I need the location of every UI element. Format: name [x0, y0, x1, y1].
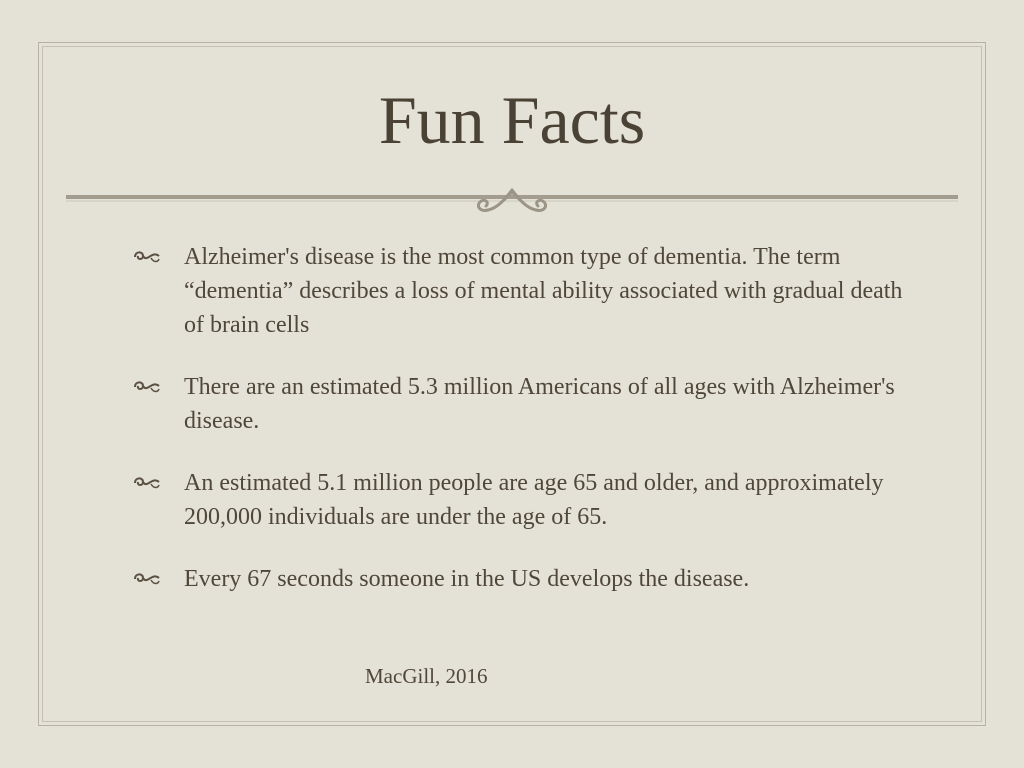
ornamental-divider: [66, 186, 958, 218]
fleuron-icon: [132, 570, 162, 588]
citation: MacGill, 2016: [365, 664, 488, 688]
bullet-text: Alzheimer's disease is the most common type of dementia. The term “dementia” describes a loss of mental ability associated with gradual death of brain cells: [184, 244, 903, 338]
slide-title: Fun Facts: [378, 82, 646, 158]
scroll-ornament-icon: [478, 190, 545, 210]
fleuron-icon: [132, 248, 162, 266]
bullet-text: There are an estimated 5.3 million Americans of all ages with Alzheimer's disease.: [184, 374, 895, 434]
bullet-text: An estimated 5.1 million people are age 65 and older, and approximately 200,000 individuals are under the age of 65.: [184, 470, 884, 530]
fleuron-icon: [132, 378, 162, 396]
fleuron-icon: [132, 474, 162, 492]
bullet-item: [132, 562, 912, 596]
bullet-item: [132, 466, 912, 534]
bullet-text: Every 67 seconds someone in the US develops the disease.: [184, 566, 750, 592]
bullet-item: [132, 240, 912, 342]
bullet-list: [132, 240, 912, 596]
bullet-item: [132, 370, 912, 438]
